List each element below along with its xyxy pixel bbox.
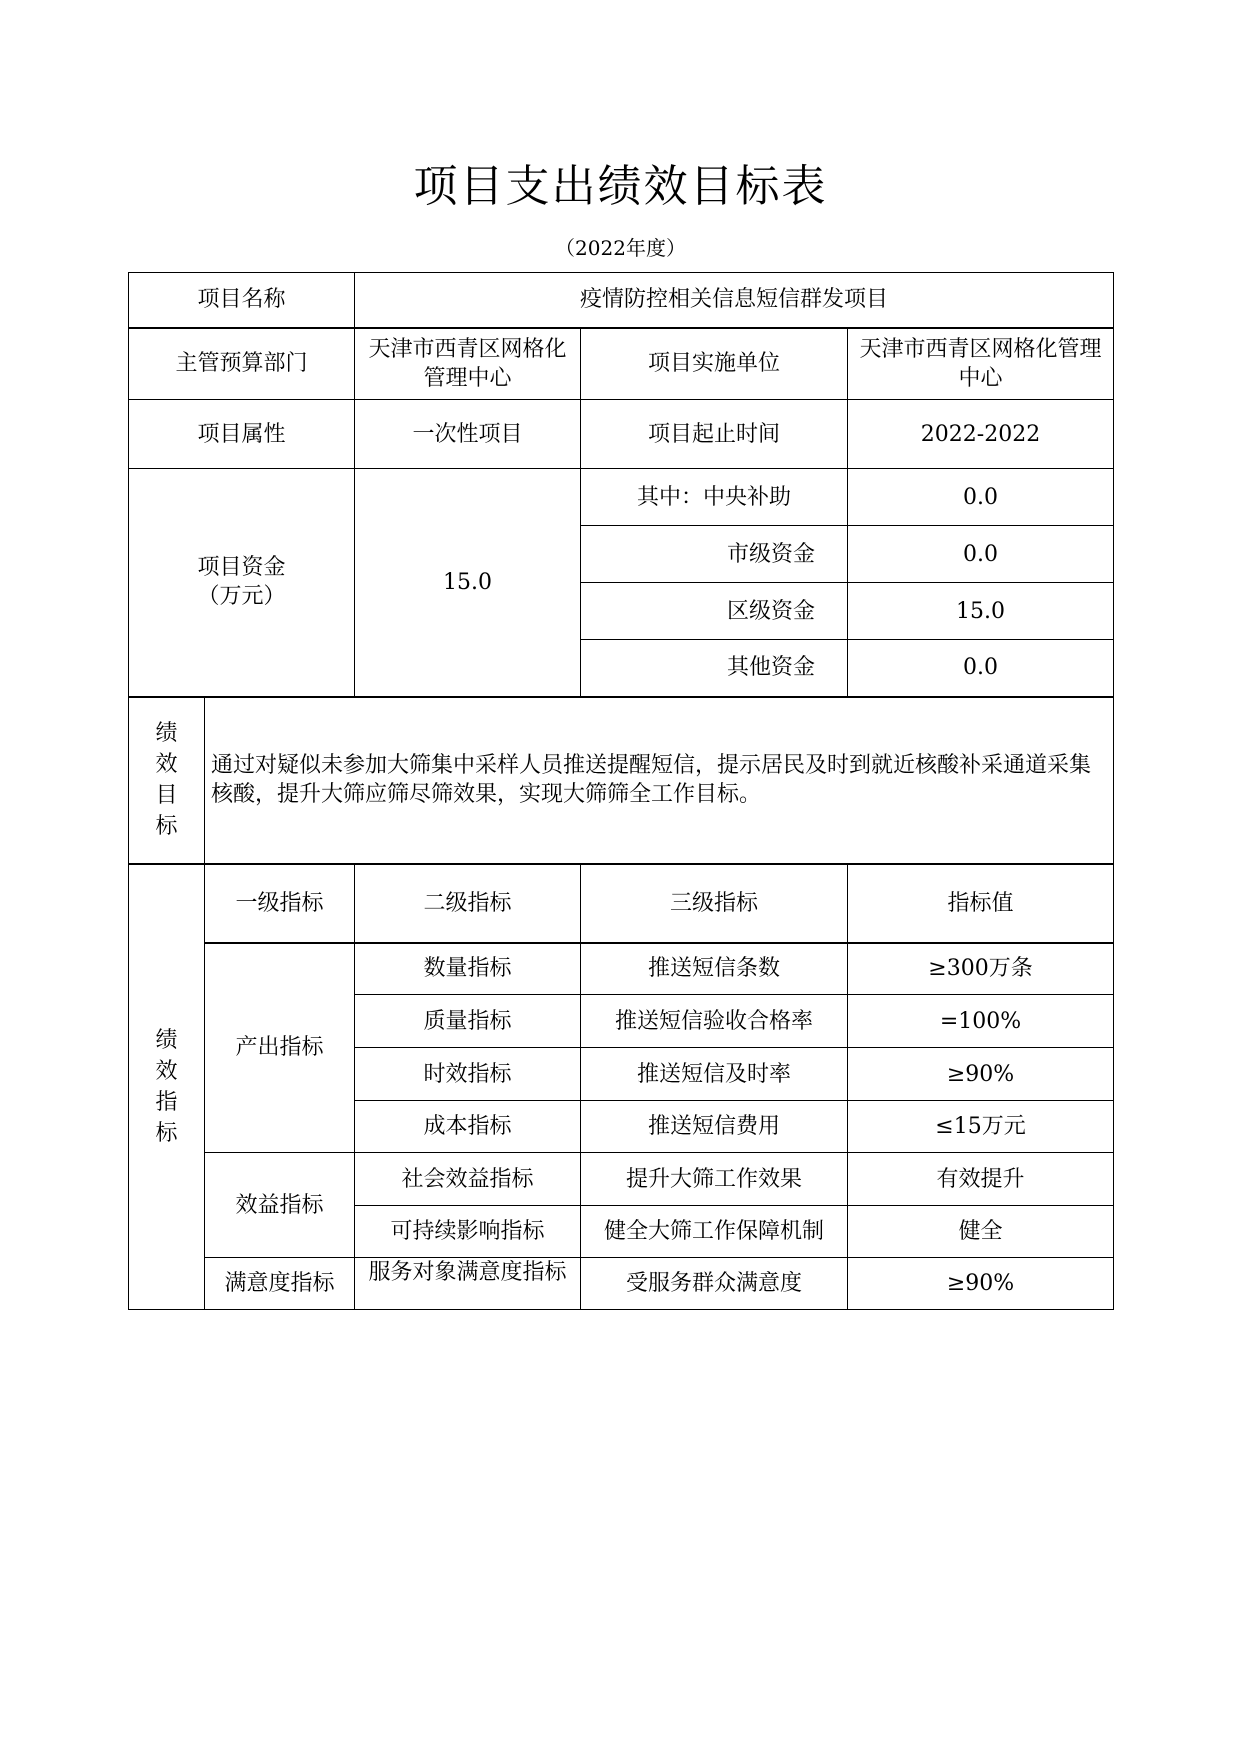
funds-item-value: 0.0 bbox=[848, 526, 1114, 583]
level3-cell: 受服务群众满意度 bbox=[581, 1258, 848, 1310]
level1-benefit: 效益指标 bbox=[205, 1153, 355, 1258]
level2-cell-text: 服务对象满意度指标 bbox=[368, 1260, 567, 1285]
funds-item-label: 市级资金 bbox=[581, 526, 848, 583]
value-cell: ≥300万条 bbox=[848, 943, 1114, 995]
row-attribute bbox=[129, 400, 1114, 469]
header-level3: 三级指标 bbox=[581, 864, 848, 943]
performance-goal-label-text: 绩效目标 bbox=[155, 721, 178, 839]
funds-total: 15.0 bbox=[355, 469, 581, 697]
performance-indicators-label-text: 绩效指标 bbox=[155, 1027, 178, 1146]
value-cell: =100% bbox=[848, 995, 1114, 1048]
page-subtitle-year: （2022年度） bbox=[555, 236, 686, 260]
value-cell: 健全 bbox=[848, 1206, 1114, 1258]
performance-goal-label bbox=[129, 697, 205, 864]
level3-cell: 推送短信验收合格率 bbox=[581, 995, 848, 1048]
funds-item-value: 0.0 bbox=[848, 469, 1114, 526]
level3-cell: 提升大筛工作效果 bbox=[581, 1153, 848, 1206]
level2-cell: 社会效益指标 bbox=[355, 1153, 581, 1206]
level3-cell: 健全大筛工作保障机制 bbox=[581, 1206, 848, 1258]
value-cell: ≥90% bbox=[848, 1048, 1114, 1101]
level2-cell: 时效指标 bbox=[355, 1048, 581, 1101]
value-cell: 有效提升 bbox=[848, 1153, 1114, 1206]
row-project-name bbox=[129, 273, 1114, 328]
header-level1: 一级指标 bbox=[205, 864, 355, 943]
table-row bbox=[129, 943, 1114, 995]
table-row bbox=[129, 1153, 1114, 1206]
page-title: 项目支出绩效目标表 bbox=[413, 161, 828, 212]
level3-cell: 推送短信条数 bbox=[581, 943, 848, 995]
project-period-value: 2022-2022 bbox=[848, 400, 1114, 469]
funds-label bbox=[129, 469, 355, 697]
project-name-label: 项目名称 bbox=[129, 273, 355, 328]
level1-satisfaction: 满意度指标 bbox=[205, 1258, 355, 1310]
value-cell: ≤15万元 bbox=[848, 1101, 1114, 1153]
header-level2: 二级指标 bbox=[355, 864, 581, 943]
implementing-unit-value: 天津市西青区网格化管理中心 bbox=[848, 328, 1114, 400]
level3-cell: 推送短信费用 bbox=[581, 1101, 848, 1153]
performance-goal-text: 通过对疑似未参加大筛集中采样人员推送提醒短信，提示居民及时到就近核酸补采通道采集核酸，提升大筛应筛尽筛效果，实现大筛筛全工作目标。 bbox=[205, 697, 1114, 864]
level1-output: 产出指标 bbox=[205, 943, 355, 1153]
project-attribute-value: 一次性项目 bbox=[355, 400, 581, 469]
row-funds-central bbox=[129, 469, 1114, 526]
row-department bbox=[129, 328, 1114, 400]
table-row bbox=[129, 1258, 1114, 1310]
level2-cell: 质量指标 bbox=[355, 995, 581, 1048]
funds-item-value: 0.0 bbox=[848, 640, 1114, 697]
funds-item-value: 15.0 bbox=[848, 583, 1114, 640]
row-performance-goal bbox=[129, 697, 1114, 864]
project-name-value: 疫情防控相关信息短信群发项目 bbox=[355, 273, 1114, 328]
funds-item-label: 其中：中央补助 bbox=[581, 469, 848, 526]
row-indicator-headers bbox=[129, 864, 1114, 943]
level2-cell bbox=[355, 1258, 581, 1310]
project-attribute-label: 项目属性 bbox=[129, 400, 355, 469]
level2-cell: 数量指标 bbox=[355, 943, 581, 995]
value-cell: ≥90% bbox=[848, 1258, 1114, 1310]
level2-cell: 可持续影响指标 bbox=[355, 1206, 581, 1258]
department-label: 主管预算部门 bbox=[129, 328, 355, 400]
funds-item-label: 区级资金 bbox=[581, 583, 848, 640]
level2-cell: 成本指标 bbox=[355, 1101, 581, 1153]
level3-cell: 推送短信及时率 bbox=[581, 1048, 848, 1101]
performance-indicators-label bbox=[129, 864, 205, 1310]
funds-item-label: 其他资金 bbox=[581, 640, 848, 697]
department-value: 天津市西青区网格化管理中心 bbox=[355, 328, 581, 400]
implementing-unit-label: 项目实施单位 bbox=[581, 328, 848, 400]
project-period-label: 项目起止时间 bbox=[581, 400, 848, 469]
header-value: 指标值 bbox=[848, 864, 1114, 943]
performance-target-table bbox=[128, 272, 1114, 1310]
funds-label-text: 项目资金（万元） bbox=[197, 555, 286, 610]
